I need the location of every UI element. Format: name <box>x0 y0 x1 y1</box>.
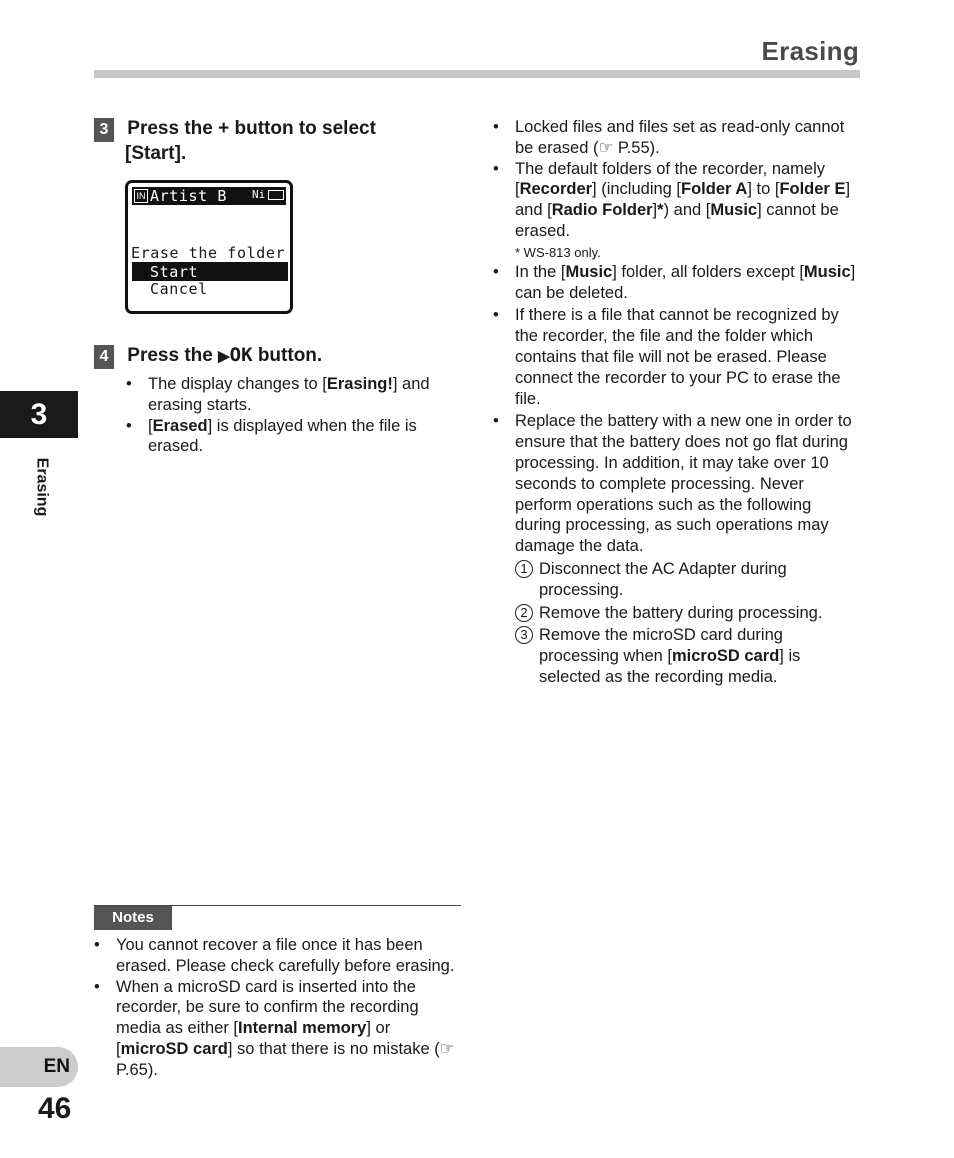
lcd-display <box>125 180 293 314</box>
footnote: * WS-813 only. <box>515 244 601 260</box>
circled-number: 1 <box>515 560 533 578</box>
lcd-prompt: Erase the folder <box>131 244 286 262</box>
reference-icon: ☞ P.55). <box>598 138 660 157</box>
list-item: • Locked files and files set as read-only cannot be erased (☞ P.55). <box>493 117 861 159</box>
numbered-item: 3 Remove the microSD card during processing when [microSD card] is selected as the recording media. <box>515 625 861 687</box>
step-text: Press the + button to select <box>127 118 376 139</box>
lcd-option-start: Start <box>150 263 199 281</box>
list-item: • [Erased] is displayed when the file is erased. <box>126 416 466 458</box>
step-number: 4 <box>94 345 114 369</box>
page-title: Erasing <box>761 36 859 66</box>
numbered-item: 1 Disconnect the AC Adapter during processing. <box>515 559 861 601</box>
battery-type: Ni <box>252 188 266 201</box>
list-item: • You cannot recover a file once it has been erased. Please check carefully before erasing. <box>94 935 464 977</box>
lcd-option-cancel: Cancel <box>150 280 208 298</box>
lcd-title-bar <box>132 187 286 205</box>
notes-list <box>94 935 464 1081</box>
list-item: • When a microSD card is inserted into the recorder, be sure to confirm the recording media as either [Internal memory] or [microSD card] so that there is no mistake (☞ P.65). <box>94 977 464 1081</box>
right-column <box>493 117 861 688</box>
numbered-list <box>493 559 861 688</box>
list-item: • Replace the battery with a new one in order to ensure that the battery does not go flat during processing. In addition, it may take over 10 seconds to complete processing. Never perform operations such as the following during processing, as such operations may damage the data. <box>493 411 861 557</box>
page-number: 46 <box>38 1092 72 1125</box>
header-rule <box>94 70 860 78</box>
lcd-top-text: Artist B <box>150 187 228 205</box>
list-item: • The display changes to [Erasing!] and erasing starts. <box>126 374 466 416</box>
language-tab: EN <box>0 1047 78 1087</box>
battery-icon <box>268 190 284 200</box>
list-item: • If there is a file that cannot be recognized by the recorder, the file and the folder which contains that file will not be erased. Please connect the recorder to your PC to erase the file. <box>493 305 861 409</box>
chapter-tab: 3 <box>0 391 78 438</box>
circled-number: 2 <box>515 604 533 622</box>
step-3: 3 Press the + button to select [Start]. <box>94 117 474 166</box>
numbered-item: 2 Remove the battery during processing. <box>515 603 861 624</box>
memory-icon: IN <box>134 189 148 203</box>
list-item: • In the [Music] folder, all folders except [Music] can be deleted. <box>493 262 861 304</box>
notes-label: Notes <box>94 906 172 930</box>
reference-icon: ☞ P.65). <box>116 1039 455 1079</box>
step-4: 4 Press the ▶OK button. <box>94 343 474 369</box>
step-keyword: Start <box>131 143 175 164</box>
step-number: 3 <box>94 118 114 142</box>
list-item: • The default folders of the recorder, namely [Recorder] (including [Folder A] to [Folder E] and [Radio Folder]*) and [Music] cannot be erased. <box>493 159 861 242</box>
circled-number: 3 <box>515 626 533 644</box>
section-side-label: Erasing <box>33 457 51 517</box>
play-ok-icon: ▶OK <box>218 344 253 366</box>
step-4-bullets <box>126 374 466 457</box>
